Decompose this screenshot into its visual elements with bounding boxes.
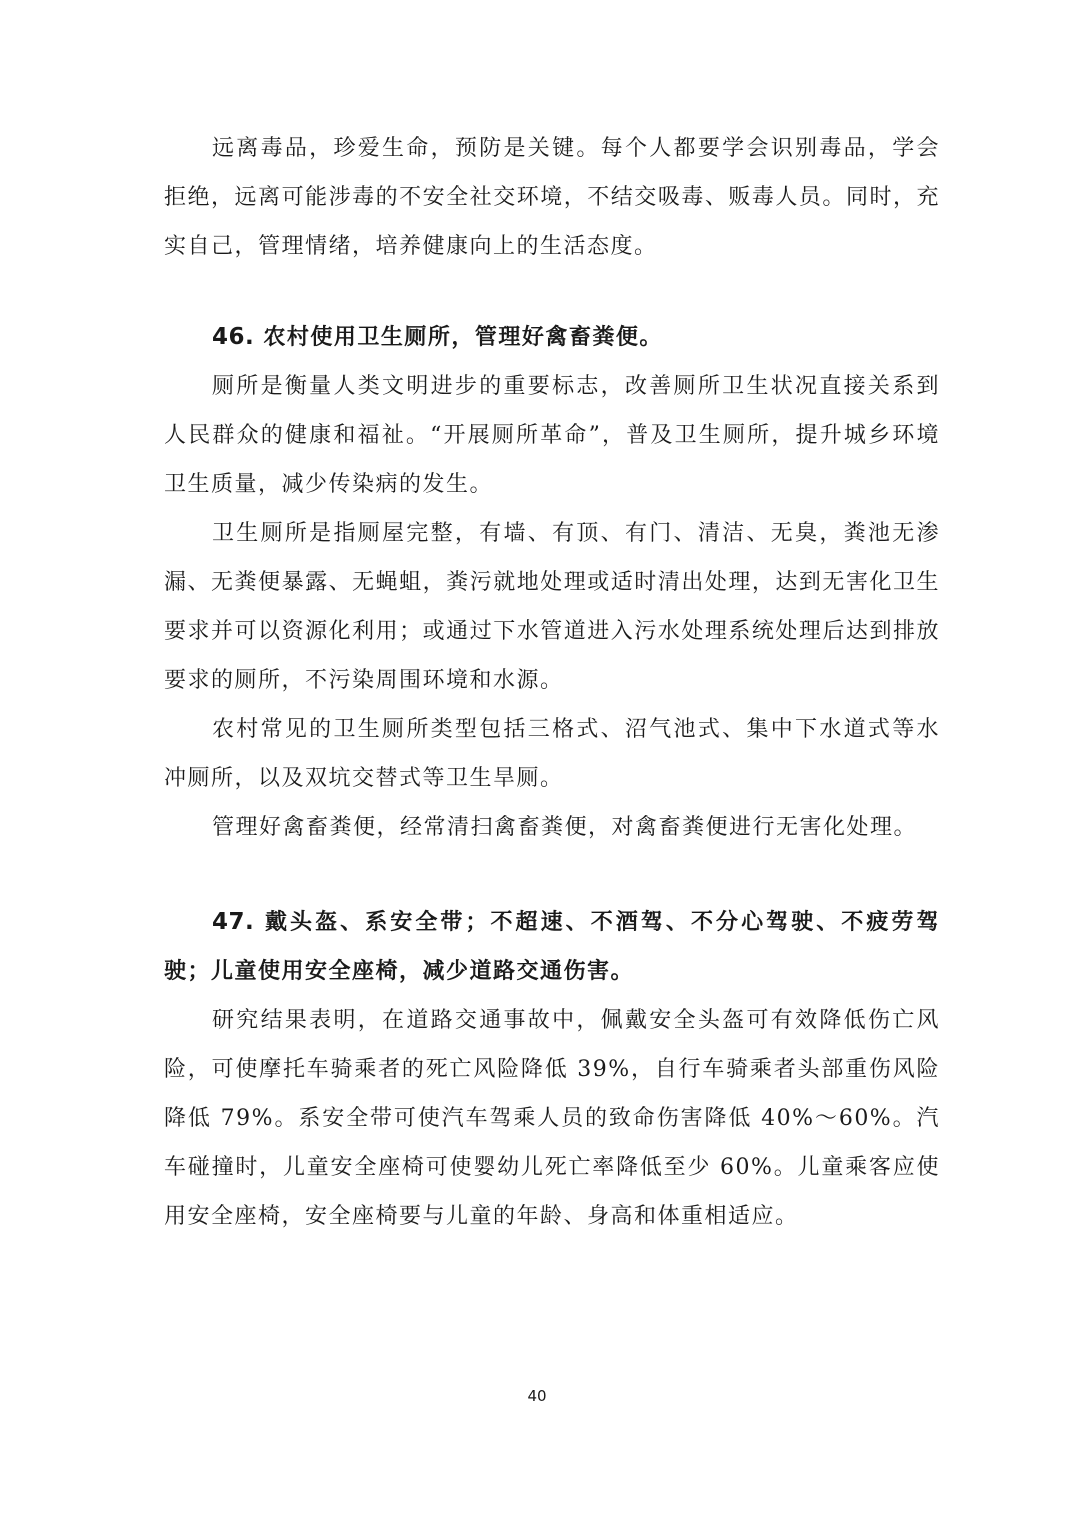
page-content [164, 124, 940, 1241]
section-46-paragraph-4: 管理好禽畜粪便，经常清扫禽畜粪便，对禽畜粪便进行无害化处理。 [212, 815, 918, 840]
section-spacer [164, 271, 940, 313]
section-47-heading [164, 898, 940, 996]
section-46-title: 农村使用卫生厕所，管理好禽畜粪便。 [263, 324, 663, 350]
section-47-paragraph-1: 研究结果表明，在道路交通事故中，佩戴安全头盔可有效降低伤亡风险，可使摩托车骑乘者的死亡风险降低 39%，自行车骑乘者头部重伤风险降低 79%。系安全带可使汽车驾乘人员的致命伤害降低 40%～60%。汽车碰撞时，儿童安全座椅可使婴幼儿死亡率降低至少 60%。儿童乘客应使用安全座椅，安全座椅要与儿童的年龄、身高和体重相适应。 [164, 1008, 940, 1229]
section-spacer [164, 852, 940, 898]
section-47-title: 戴头盔、系安全带；不超速、不酒驾、不分心驾驶、不疲劳驾驶；儿童使用安全座椅，减少道路交通伤害。 [164, 909, 940, 984]
section-47-number: 47. [212, 909, 255, 935]
section-46-paragraph-3: 农村常见的卫生厕所类型包括三格式、沼气池式、集中下水道式等水冲厕所，以及双坑交替式等卫生旱厕。 [164, 717, 940, 791]
section-46-paragraph-1: 厕所是衡量人类文明进步的重要标志，改善厕所卫生状况直接关系到人民群众的健康和福祉。“开展厕所革命”，普及卫生厕所，提升城乡环境卫生质量，减少传染病的发生。 [164, 374, 940, 497]
section-46-number: 46. [212, 324, 255, 350]
intro-paragraph: 远离毒品，珍爱生命，预防是关键。每个人都要学会识别毒品，学会拒绝，远离可能涉毒的不安全社交环境，不结交吸毒、贩毒人员。同时，充实自己，管理情绪，培养健康向上的生活态度。 [164, 136, 940, 259]
section-46-heading [164, 313, 940, 362]
section-46-paragraph-2: 卫生厕所是指厕屋完整，有墙、有顶、有门、清洁、无臭，粪池无渗漏、无粪便暴露、无蝇蛆，粪污就地处理或适时清出处理，达到无害化卫生要求并可以资源化利用；或通过下水管道进入污水处理系统处理后达到排放要求的厕所，不污染周围环境和水源。 [164, 521, 940, 693]
page-number: 40 [527, 1387, 547, 1405]
